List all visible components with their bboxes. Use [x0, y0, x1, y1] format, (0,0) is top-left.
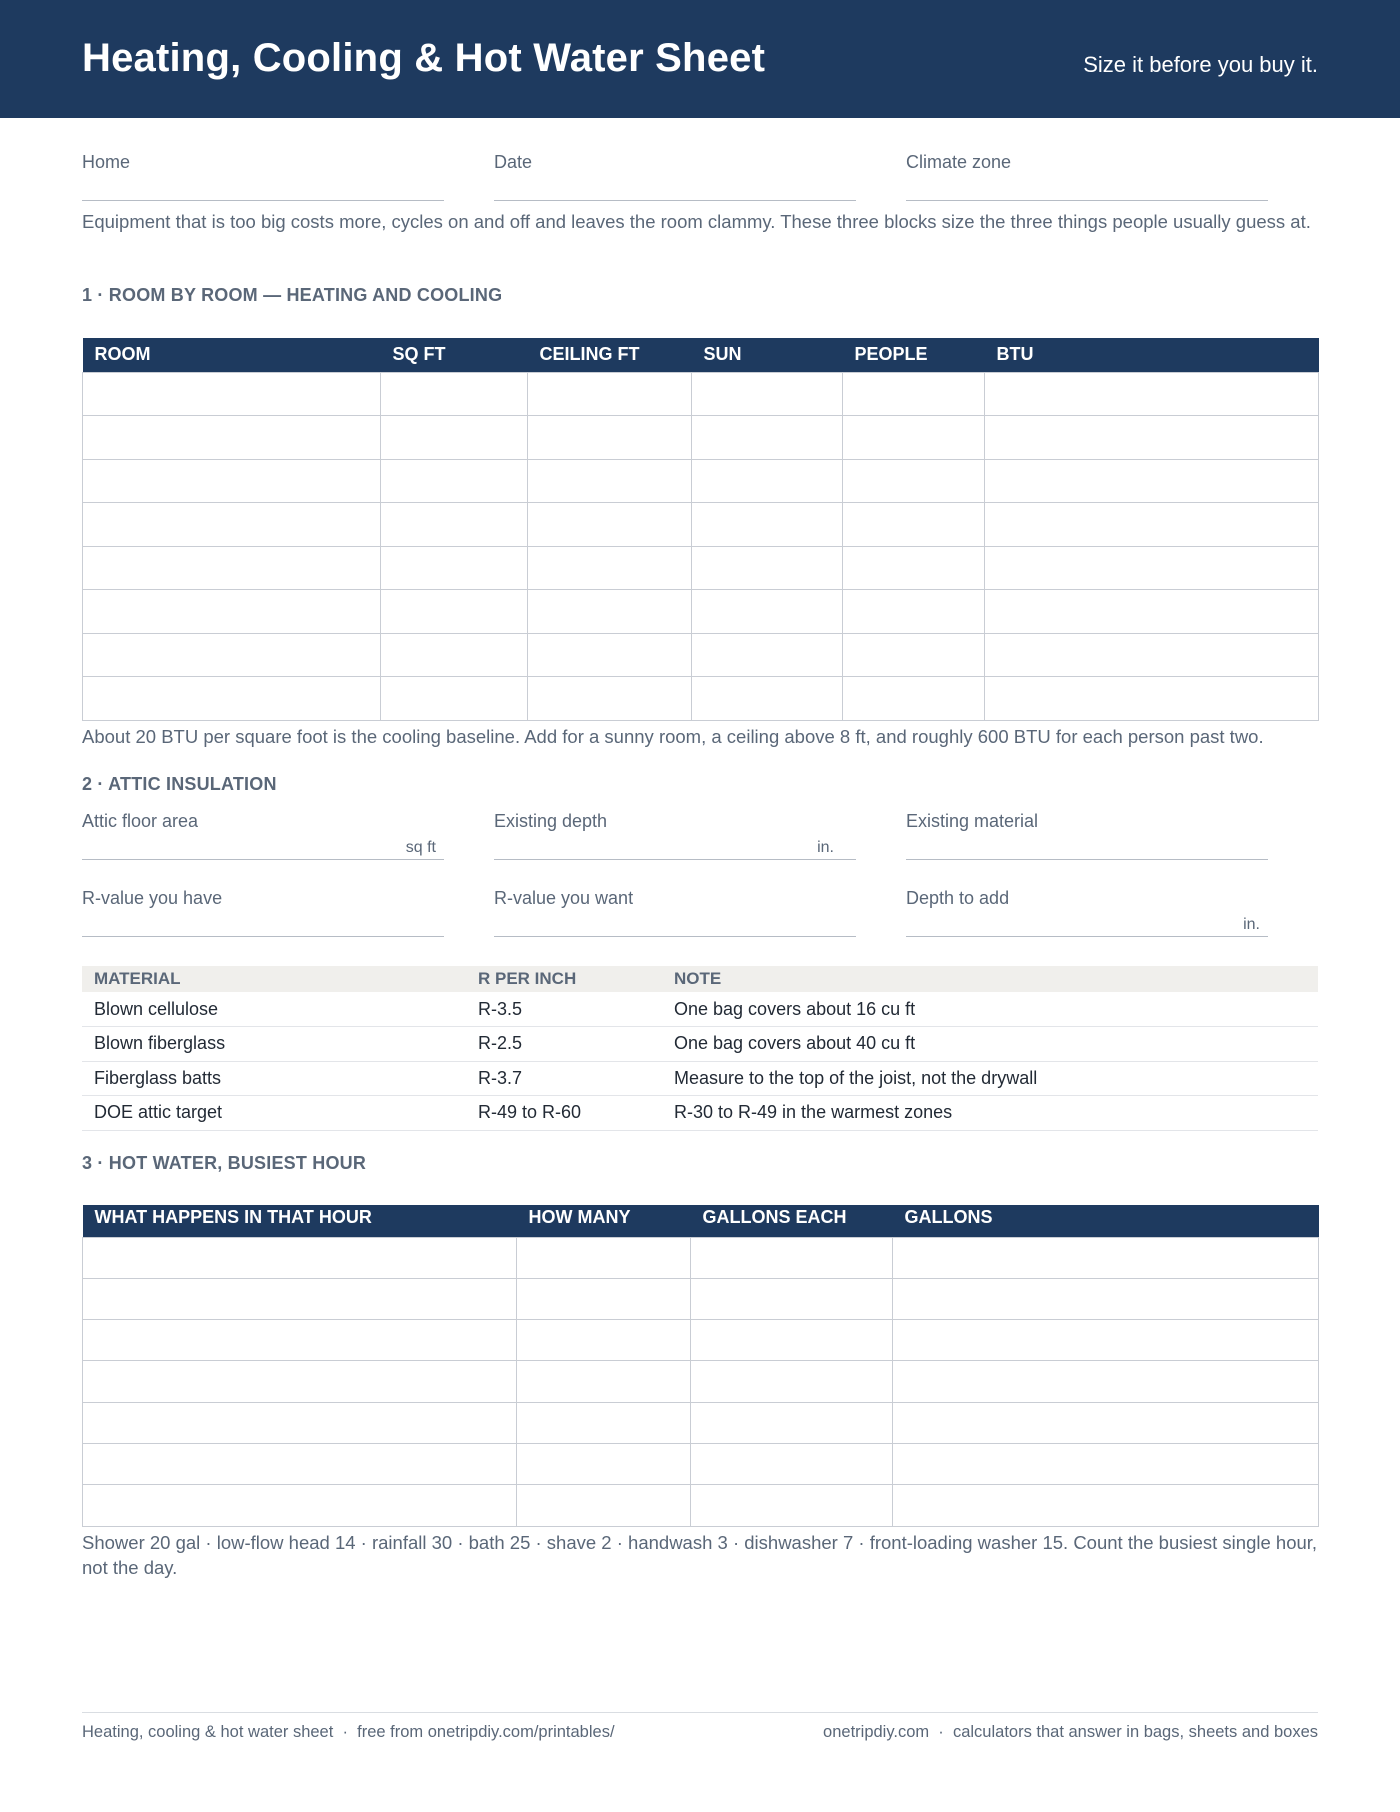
- r-value-want-label: R-value you want: [494, 888, 634, 908]
- r-per-inch-cell: R-3.5: [466, 992, 662, 1027]
- insulation-table-header: [82, 966, 1318, 992]
- hot-water-entry-cell[interactable]: [83, 1320, 517, 1361]
- room-row: [83, 590, 1319, 634]
- hot-water-entry-cell[interactable]: [691, 1320, 893, 1361]
- note-cell: R-30 to R-49 in the warmest zones: [662, 1096, 1318, 1131]
- col-gallons-each: GALLONS EACH: [691, 1205, 893, 1237]
- room-entry-cell[interactable]: [843, 590, 985, 634]
- room-table: [82, 338, 1319, 721]
- hot-water-entry-cell[interactable]: [83, 1402, 517, 1443]
- attic-floor-area-field[interactable]: [82, 811, 444, 861]
- hot-water-entry-cell[interactable]: [893, 1485, 1319, 1526]
- insulation-table: [82, 966, 1318, 1131]
- hot-water-entry-cell[interactable]: [691, 1237, 893, 1278]
- section2-title: 2 · ATTIC INSULATION: [82, 774, 277, 794]
- attic-floor-area-line[interactable]: [82, 859, 444, 860]
- room-entry-cell[interactable]: [381, 503, 528, 547]
- existing-depth-label: Existing depth: [494, 811, 608, 831]
- page-header: [0, 0, 1400, 118]
- room-entry-cell[interactable]: [83, 546, 381, 590]
- room-entry-cell[interactable]: [381, 459, 528, 503]
- note-cell: One bag covers about 16 cu ft: [662, 992, 1318, 1027]
- room-entry-cell[interactable]: [692, 372, 843, 416]
- room-entry-cell[interactable]: [528, 590, 692, 634]
- section1-title: 1 · ROOM BY ROOM — HEATING AND COOLING: [82, 285, 503, 305]
- table-row: [82, 1061, 1318, 1096]
- room-entry-cell[interactable]: [985, 633, 1319, 677]
- hot-water-row: [83, 1278, 1319, 1319]
- hot-water-row: [83, 1443, 1319, 1484]
- hot-water-row: [83, 1361, 1319, 1402]
- room-entry-cell[interactable]: [692, 503, 843, 547]
- room-entry-cell[interactable]: [528, 677, 692, 721]
- existing-material-line[interactable]: [906, 859, 1268, 860]
- room-entry-cell[interactable]: [843, 416, 985, 460]
- hot-water-entry-cell[interactable]: [893, 1402, 1319, 1443]
- room-entry-cell[interactable]: [985, 459, 1319, 503]
- room-entry-cell[interactable]: [843, 459, 985, 503]
- room-entry-cell[interactable]: [692, 546, 843, 590]
- tagline: Size it before you buy it.: [1083, 52, 1318, 77]
- room-row: [83, 459, 1319, 503]
- footer-divider: [82, 1712, 1318, 1713]
- section1-note: About 20 BTU per square foot is the cooling baseline. Add for a sunny room, a ceiling above 8 ft, and roughly 600 BTU for each person past two.: [82, 726, 1264, 747]
- room-row: [83, 416, 1319, 460]
- room-entry-cell[interactable]: [985, 546, 1319, 590]
- material-cell: DOE attic target: [82, 1096, 466, 1131]
- col-ceiling-ft: CEILING FT: [528, 338, 692, 372]
- hot-water-entry-cell[interactable]: [83, 1278, 517, 1319]
- room-row: [83, 677, 1319, 721]
- room-entry-cell[interactable]: [528, 503, 692, 547]
- hot-water-entry-cell[interactable]: [893, 1320, 1319, 1361]
- room-entry-cell[interactable]: [692, 633, 843, 677]
- room-entry-cell[interactable]: [528, 416, 692, 460]
- hot-water-entry-cell[interactable]: [517, 1402, 691, 1443]
- room-entry-cell[interactable]: [83, 677, 381, 721]
- room-entry-cell[interactable]: [381, 677, 528, 721]
- room-entry-cell[interactable]: [528, 372, 692, 416]
- r-value-want-field[interactable]: [494, 888, 856, 938]
- hot-water-entry-cell[interactable]: [517, 1237, 691, 1278]
- room-entry-cell[interactable]: [985, 416, 1319, 460]
- r-value-have-label: R-value you have: [82, 888, 223, 908]
- r-value-have-field[interactable]: [82, 888, 444, 938]
- room-entry-cell[interactable]: [692, 590, 843, 634]
- material-cell: Blown cellulose: [82, 992, 466, 1027]
- date-field[interactable]: [494, 152, 856, 202]
- section3-note: Shower 20 gal · low-flow head 14 · rainfall 30 · bath 25 · shave 2 · handwash 3 · dishwasher 7 · front-loading washer 15. Count the busiest single hour, not the day.: [82, 1532, 1318, 1578]
- hot-water-entry-cell[interactable]: [517, 1443, 691, 1484]
- date-label: Date: [494, 152, 533, 172]
- hot-water-entry-cell[interactable]: [517, 1278, 691, 1319]
- section3-title: 3 · HOT WATER, BUSIEST HOUR: [82, 1153, 367, 1173]
- r-value-have-line[interactable]: [82, 936, 444, 937]
- room-entry-cell[interactable]: [83, 590, 381, 634]
- material-cell: Fiberglass batts: [82, 1061, 466, 1096]
- col-note: NOTE: [662, 966, 1318, 992]
- hot-water-row: [83, 1237, 1319, 1278]
- room-row: [83, 633, 1319, 677]
- hot-water-entry-cell[interactable]: [691, 1402, 893, 1443]
- col-how-many: HOW MANY: [517, 1205, 691, 1237]
- hot-water-entry-cell[interactable]: [691, 1485, 893, 1526]
- room-entry-cell[interactable]: [692, 459, 843, 503]
- depth-to-add-label: Depth to add: [906, 888, 1010, 908]
- hot-water-entry-cell[interactable]: [517, 1485, 691, 1526]
- hot-water-row: [83, 1485, 1319, 1526]
- intro-text: Equipment that is too big costs more, cycles on and off and leaves the room clammy. These three blocks size the three things people usually guess at.: [82, 211, 1311, 232]
- col-sq-ft: SQ FT: [381, 338, 528, 372]
- room-entry-cell[interactable]: [843, 633, 985, 677]
- page-title: Heating, Cooling & Hot Water Sheet: [82, 36, 766, 80]
- hot-water-entry-cell[interactable]: [691, 1361, 893, 1402]
- depth-to-add-field[interactable]: [906, 888, 1268, 938]
- room-entry-cell[interactable]: [985, 677, 1319, 721]
- hot-water-entry-cell[interactable]: [83, 1485, 517, 1526]
- hot-water-entry-cell[interactable]: [83, 1237, 517, 1278]
- hot-water-entry-cell[interactable]: [83, 1361, 517, 1402]
- note-cell: One bag covers about 40 cu ft: [662, 1027, 1318, 1062]
- room-entry-cell[interactable]: [692, 416, 843, 460]
- footer-left: Heating, cooling & hot water sheet · free from onetripdiy.com/printables/: [82, 1723, 615, 1741]
- room-entry-cell[interactable]: [985, 503, 1319, 547]
- room-entry-cell[interactable]: [83, 633, 381, 677]
- col-btu: BTU: [985, 338, 1319, 372]
- room-entry-cell[interactable]: [985, 372, 1319, 416]
- col-sun: SUN: [692, 338, 843, 372]
- r-per-inch-cell: R-3.7: [466, 1061, 662, 1096]
- table-row: [82, 1096, 1318, 1131]
- footer-right: onetripdiy.com · calculators that answer in bags, sheets and boxes: [823, 1723, 1318, 1741]
- hot-water-row: [83, 1320, 1319, 1361]
- climate-zone-field[interactable]: [906, 152, 1268, 202]
- hot-water-table: [82, 1205, 1319, 1527]
- r-per-inch-cell: R-2.5: [466, 1027, 662, 1062]
- room-entry-cell[interactable]: [843, 546, 985, 590]
- r-value-want-line[interactable]: [494, 936, 856, 937]
- home-label: Home: [82, 152, 131, 172]
- hot-water-entry-cell[interactable]: [83, 1443, 517, 1484]
- hot-water-entry-cell[interactable]: [893, 1443, 1319, 1484]
- room-entry-cell[interactable]: [843, 372, 985, 416]
- hot-water-entry-cell[interactable]: [691, 1443, 893, 1484]
- material-cell: Blown fiberglass: [82, 1027, 466, 1062]
- sq-ft-unit: sq ft: [405, 839, 436, 856]
- table-row: [82, 992, 1318, 1027]
- existing-material-field[interactable]: [906, 811, 1268, 861]
- hot-water-entry-cell[interactable]: [691, 1278, 893, 1319]
- home-field[interactable]: [82, 152, 444, 202]
- hot-water-entry-cell[interactable]: [893, 1237, 1319, 1278]
- room-entry-cell[interactable]: [381, 633, 528, 677]
- room-entry-cell[interactable]: [381, 416, 528, 460]
- date-line[interactable]: [494, 200, 856, 201]
- existing-depth-line[interactable]: [494, 859, 856, 860]
- room-entry-cell[interactable]: [83, 459, 381, 503]
- r-per-inch-cell: R-49 to R-60: [466, 1096, 662, 1131]
- table-row: [82, 1027, 1318, 1062]
- hot-water-table-header: [83, 1205, 1319, 1237]
- room-entry-cell[interactable]: [843, 677, 985, 721]
- hot-water-row: [83, 1402, 1319, 1443]
- note-cell: Measure to the top of the joist, not the drywall: [662, 1061, 1318, 1096]
- room-row: [83, 372, 1319, 416]
- existing-depth-field[interactable]: [494, 811, 856, 861]
- room-table-header: [83, 338, 1319, 372]
- col-what-happens: WHAT HAPPENS IN THAT HOUR: [83, 1205, 517, 1237]
- room-entry-cell[interactable]: [528, 459, 692, 503]
- hot-water-entry-cell[interactable]: [893, 1278, 1319, 1319]
- col-people: PEOPLE: [843, 338, 985, 372]
- col-room: ROOM: [83, 338, 381, 372]
- room-row: [83, 546, 1319, 590]
- room-entry-cell[interactable]: [83, 416, 381, 460]
- in-unit: in.: [817, 839, 834, 856]
- room-entry-cell[interactable]: [528, 546, 692, 590]
- room-entry-cell[interactable]: [381, 590, 528, 634]
- col-r-per-inch: R PER INCH: [466, 966, 662, 992]
- room-entry-cell[interactable]: [83, 503, 381, 547]
- hot-water-entry-cell[interactable]: [893, 1361, 1319, 1402]
- room-entry-cell[interactable]: [528, 633, 692, 677]
- home-line[interactable]: [82, 200, 444, 201]
- col-gallons: GALLONS: [893, 1205, 1319, 1237]
- col-material: MATERIAL: [82, 966, 466, 992]
- hot-water-entry-cell[interactable]: [517, 1320, 691, 1361]
- room-entry-cell[interactable]: [381, 372, 528, 416]
- climate-zone-label: Climate zone: [906, 152, 1012, 172]
- climate-zone-line[interactable]: [906, 200, 1268, 201]
- depth-to-add-line[interactable]: [906, 936, 1268, 937]
- room-row: [83, 503, 1319, 547]
- existing-material-label: Existing material: [906, 811, 1039, 831]
- room-entry-cell[interactable]: [83, 372, 381, 416]
- room-entry-cell[interactable]: [843, 503, 985, 547]
- room-entry-cell[interactable]: [381, 546, 528, 590]
- room-entry-cell[interactable]: [692, 677, 843, 721]
- hot-water-entry-cell[interactable]: [517, 1361, 691, 1402]
- room-entry-cell[interactable]: [985, 590, 1319, 634]
- in-unit: in.: [1243, 916, 1260, 933]
- attic-floor-area-label: Attic floor area: [82, 811, 199, 831]
